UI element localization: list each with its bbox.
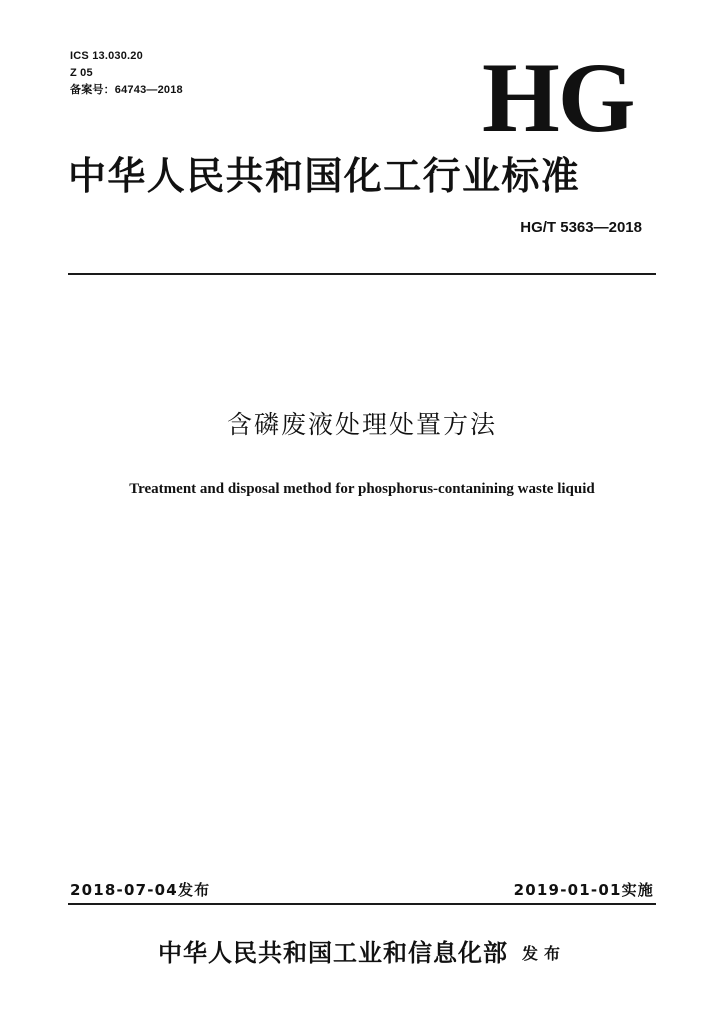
- classification-code: Z 05: [70, 67, 93, 79]
- ics-code: ICS 13.030.20: [70, 50, 143, 62]
- bottom-divider: [68, 903, 656, 905]
- standard-number: HG/T 5363—2018: [520, 219, 642, 236]
- document-title-chinese: 含磷废液处理处置方法: [226, 410, 497, 439]
- top-divider: [68, 273, 656, 275]
- issuer-name: 中华人民共和国工业和信息化部: [157, 939, 508, 967]
- document-metadata: [70, 48, 183, 99]
- record-number: 备案号：64743—2018: [70, 84, 183, 96]
- effective-date: 2019-01-01实施: [513, 881, 654, 899]
- hg-logo: HG: [482, 42, 634, 153]
- issuer: [0, 936, 724, 971]
- publish-date: 2018-07-04发布: [70, 881, 211, 899]
- organization-title: 中华人民共和国化工行业标准: [68, 154, 581, 198]
- document-title-english: Treatment and disposal method for phosphorus-contanining waste liquid: [129, 481, 595, 497]
- issuer-action: 发布: [521, 944, 566, 963]
